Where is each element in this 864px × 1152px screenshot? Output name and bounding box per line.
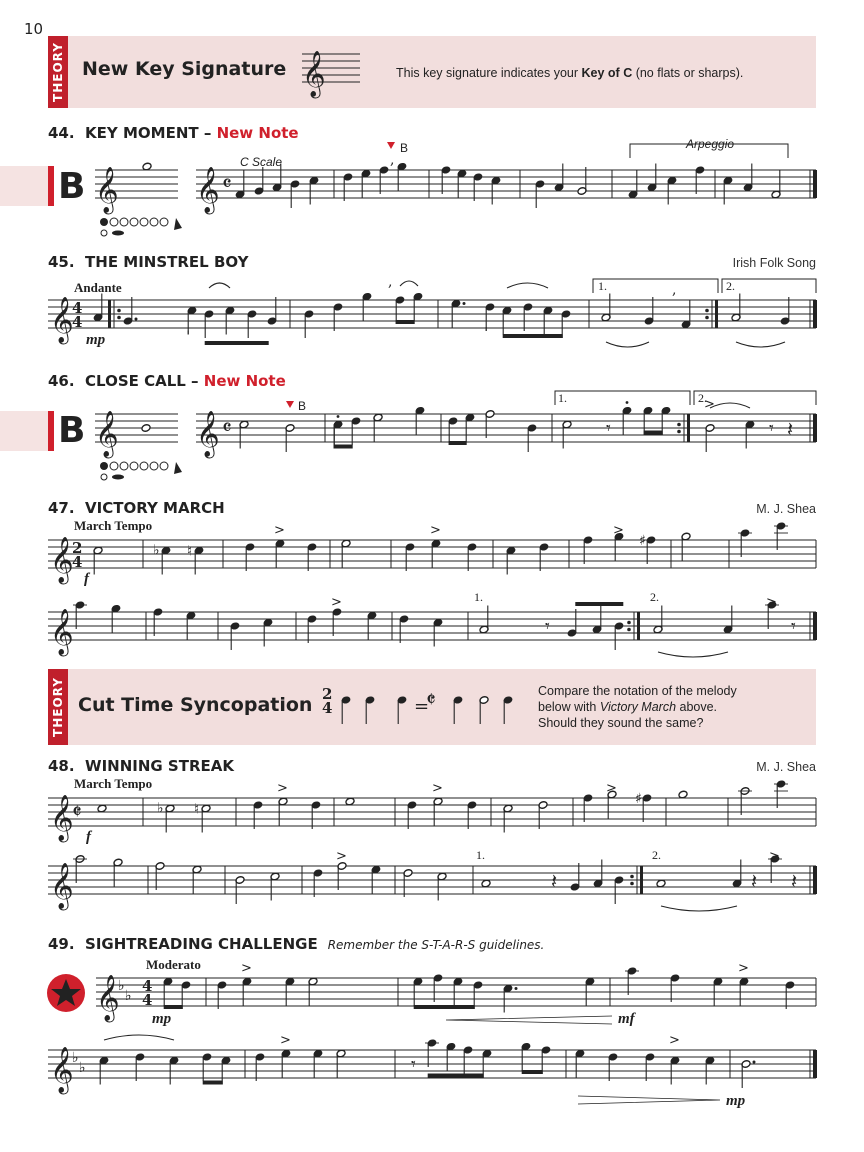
treble-clef-icon: 𝄞 xyxy=(196,167,220,213)
fingering-hole-open xyxy=(110,462,118,470)
accent-mark: > xyxy=(274,523,285,538)
time-signature-bottom: 4 xyxy=(322,699,333,717)
breath-mark: , xyxy=(672,282,677,298)
treble-clef-icon: 𝄞 xyxy=(50,863,74,909)
ending-1-48: 1. xyxy=(476,848,485,862)
note-beam xyxy=(205,341,269,345)
treble-clef-icon: 𝄞 xyxy=(196,411,220,457)
cut-time-icon: 𝄵 xyxy=(426,688,436,713)
exercise-48-heading: 48. WINNING STREAK xyxy=(48,757,234,775)
ending-1-46: 1. xyxy=(558,391,567,405)
staccato-dot xyxy=(626,401,629,404)
final-barline xyxy=(813,170,817,198)
sharp-sign: ♯ xyxy=(639,533,646,549)
slur xyxy=(661,906,737,911)
tempo-48: March Tempo xyxy=(74,776,153,791)
dynamic-49-mf: mf xyxy=(618,1011,635,1027)
repeat-start xyxy=(108,300,111,328)
note-head xyxy=(141,424,151,433)
fingering-hole-open xyxy=(150,462,158,470)
eighth-rest-icon: 𝄾 xyxy=(606,418,611,439)
dynamic-49-mp-end: mp xyxy=(726,1093,746,1109)
breath-mark: , xyxy=(388,274,393,290)
composer-45: Irish Folk Song xyxy=(732,256,816,270)
repeat-end xyxy=(637,612,640,640)
repeat-dot xyxy=(117,309,121,313)
ending-2-48: 2. xyxy=(652,848,661,862)
fingering-key xyxy=(112,231,124,236)
quarter-rest-icon: 𝄽 xyxy=(551,869,558,893)
ending-2-46: 2. xyxy=(698,391,707,405)
repeat-dot xyxy=(677,423,681,427)
note-beam xyxy=(414,1005,475,1009)
staff xyxy=(48,866,816,894)
fingering-hole-open xyxy=(120,462,128,470)
slur xyxy=(507,283,548,288)
repeat-dot xyxy=(627,628,631,632)
note-beam xyxy=(428,1074,484,1078)
slur xyxy=(658,652,728,657)
repeat-end xyxy=(640,866,643,894)
composer-48: M. J. Shea xyxy=(756,760,816,774)
arpeggio-label: Arpeggio xyxy=(686,137,735,151)
final-barline xyxy=(813,612,817,640)
fingering-hole-open xyxy=(150,218,158,226)
exercise-44-heading: 44. KEY MOMENT – New Note xyxy=(48,124,299,142)
repeat-dot xyxy=(117,316,121,320)
staff xyxy=(196,170,816,198)
ending-2-45: 2. xyxy=(726,279,735,293)
fingering-hole-open xyxy=(120,218,128,226)
dynamic-48: f xyxy=(86,829,91,845)
accent-mark: > xyxy=(432,781,443,796)
treble-clef-icon: 𝄞 xyxy=(50,297,74,343)
tempo-47: March Tempo xyxy=(74,518,153,533)
treble-clef-icon: 𝄞 xyxy=(95,167,119,213)
note-beam xyxy=(203,1081,223,1085)
staccato-dot xyxy=(337,415,340,418)
slur xyxy=(104,1035,174,1040)
instrument-tab-bg xyxy=(0,411,48,451)
note-dot xyxy=(463,302,466,305)
new-note-marker-icon xyxy=(387,142,395,149)
repeat-dot xyxy=(677,430,681,434)
theory-text: Compare the notation of the melody below with Victory March above. Should they sound the same? xyxy=(538,684,737,730)
note-head xyxy=(481,879,491,888)
final-barline xyxy=(813,414,817,442)
eighth-rest-icon: 𝄾 xyxy=(411,1054,416,1075)
ending-bracket xyxy=(555,391,690,405)
instrument-letter-46: B xyxy=(58,410,86,451)
note-beam xyxy=(575,602,623,606)
treble-clef-icon: 𝄞 xyxy=(96,975,120,1021)
common-time-icon: 𝄴 xyxy=(222,416,232,441)
repeat-dot xyxy=(705,316,709,320)
instrument-letter-44: B xyxy=(58,166,86,207)
composer-47: M. J. Shea xyxy=(756,502,816,516)
repeat-end xyxy=(715,300,718,328)
accent-mark: > xyxy=(241,961,252,976)
time-signature-bottom: 4 xyxy=(72,553,83,571)
fingering-key xyxy=(112,475,124,480)
treble-clef-icon: 𝄞 xyxy=(50,609,74,655)
new-note-marker-icon xyxy=(286,401,294,408)
note-head xyxy=(678,790,688,799)
fingering-thumb xyxy=(101,474,107,480)
key-flat-e: ♭ xyxy=(125,988,132,1004)
eighth-rest-icon: 𝄾 xyxy=(791,616,796,637)
note-beam xyxy=(522,1070,543,1074)
staff xyxy=(48,300,816,328)
tempo-49: Moderato xyxy=(146,957,201,972)
note-beam xyxy=(188,331,189,335)
breath-mark: , xyxy=(390,152,395,168)
accent-mark: > xyxy=(738,961,749,976)
exercise-45-heading: 45. THE MINSTREL BOY xyxy=(48,253,249,271)
c-scale-label: C Scale xyxy=(240,155,283,169)
quarter-rest-icon: 𝄽 xyxy=(787,417,794,441)
slur xyxy=(606,342,649,347)
time-signature-top: 2 xyxy=(72,539,83,557)
dynamic-49-mp: mp xyxy=(152,1011,172,1027)
eighth-rest-icon: 𝄾 xyxy=(769,418,774,439)
note-beam xyxy=(644,431,663,435)
crescendo-hairpin xyxy=(446,1016,612,1024)
theory-title: New Key Signature xyxy=(82,58,287,80)
sharp-sign: ♯ xyxy=(635,791,642,807)
flat-sign: ♭ xyxy=(153,542,160,559)
staff xyxy=(48,612,816,640)
theory-tab: THEORY xyxy=(48,669,68,745)
time-signature-bottom: 4 xyxy=(72,313,83,331)
fingering-hole-open xyxy=(160,462,168,470)
note-beam xyxy=(396,320,415,324)
ending-bracket xyxy=(722,279,816,293)
key-flat-b: ♭ xyxy=(72,1050,79,1066)
accent-mark: > xyxy=(606,781,617,796)
treble-clef-icon: 𝄞 xyxy=(302,51,326,97)
common-time-icon: 𝄴 xyxy=(222,172,232,197)
note-dot xyxy=(515,987,518,990)
repeat-dot xyxy=(627,621,631,625)
accent-mark: > xyxy=(613,523,624,538)
note-head xyxy=(142,162,152,171)
time-signature-bottom: 4 xyxy=(142,991,153,1009)
accent-mark: > xyxy=(704,397,715,412)
flat-sign: ♭ xyxy=(157,800,164,817)
accent-mark: > xyxy=(766,595,777,610)
accent-mark: > xyxy=(430,523,441,538)
final-barline xyxy=(813,866,817,894)
treble-clef-icon: 𝄞 xyxy=(95,411,119,457)
theory-title: Cut Time Syncopation xyxy=(78,694,313,716)
accent-mark: > xyxy=(336,849,347,864)
ending-2-47: 2. xyxy=(650,590,659,604)
note-beam xyxy=(503,334,563,338)
fingering-hole-open xyxy=(130,462,138,470)
dynamic-45: mp xyxy=(86,332,106,348)
accent-mark: > xyxy=(769,849,780,864)
fingering-hole-open xyxy=(140,218,148,226)
instrument-tab-accent xyxy=(48,166,54,206)
repeat-dot xyxy=(630,875,634,879)
new-note-label-44: B xyxy=(400,141,409,155)
time-signature-top: 4 xyxy=(72,299,83,317)
note-head xyxy=(656,879,666,888)
repeat-dot xyxy=(705,309,709,313)
ending-bracket xyxy=(630,144,788,158)
treble-clef-icon: 𝄞 xyxy=(50,795,74,841)
natural-sign: ♮ xyxy=(194,801,200,818)
fingering-hole-filled xyxy=(100,462,108,470)
treble-clef-icon: 𝄞 xyxy=(50,537,74,583)
dynamic-47: f xyxy=(84,571,89,587)
theory-tab: THEORY xyxy=(48,36,68,108)
note-head xyxy=(97,804,107,813)
exercise-47-heading: 47. VICTORY MARCH xyxy=(48,499,225,517)
fingering-hole-open xyxy=(160,218,168,226)
theory-text: This key signature indicates your Key of C (no flats or sharps). xyxy=(396,66,744,80)
tempo-45: Andante xyxy=(74,280,122,295)
fingering-bell xyxy=(174,462,182,474)
accent-mark: > xyxy=(280,1033,291,1048)
fingering-hole-open xyxy=(140,462,148,470)
final-barline xyxy=(813,300,817,328)
time-signature-top: 2 xyxy=(322,685,333,703)
accent-mark: > xyxy=(331,595,342,610)
note-dot xyxy=(753,1061,756,1064)
slur xyxy=(209,283,230,288)
decrescendo-hairpin xyxy=(578,1096,720,1104)
equals-sign: = xyxy=(414,696,430,717)
key-flat-b: ♭ xyxy=(118,978,125,994)
key-flat-e: ♭ xyxy=(79,1060,86,1076)
note-beam xyxy=(449,441,467,445)
note-head xyxy=(345,797,355,806)
slur xyxy=(710,403,750,408)
final-barline xyxy=(813,1050,817,1078)
accent-mark: > xyxy=(277,781,288,796)
slur xyxy=(400,281,418,286)
slur xyxy=(736,342,785,347)
note-dot xyxy=(135,318,138,321)
repeat-end xyxy=(687,414,690,442)
accent-mark: > xyxy=(669,1033,680,1048)
natural-sign: ♮ xyxy=(187,543,193,560)
fingering-bell xyxy=(174,218,182,230)
time-signature-top: 4 xyxy=(142,977,153,995)
fingering-hole-open xyxy=(110,218,118,226)
ending-bracket xyxy=(593,279,718,293)
treble-clef-icon: 𝄞 xyxy=(50,1047,74,1093)
eighth-rest-icon: 𝄾 xyxy=(545,616,550,637)
fingering-hole-open xyxy=(130,218,138,226)
instrument-tab-accent xyxy=(48,411,54,451)
fingering-thumb xyxy=(101,230,107,236)
ending-1-47: 1. xyxy=(474,590,483,604)
exercise-49-heading: 49. SIGHTREADING CHALLENGE Remember the S-T-A-R-S guidelines. xyxy=(48,935,545,953)
cut-time-icon: 𝄵 xyxy=(72,800,82,825)
exercise-46-heading: 46. CLOSE CALL – New Note xyxy=(48,372,286,390)
quarter-rest-icon: 𝄽 xyxy=(751,869,758,893)
new-note-label-46: B xyxy=(298,399,307,413)
note-beam xyxy=(334,445,353,449)
page-number: 10 xyxy=(24,20,44,38)
ending-1-45: 1. xyxy=(598,279,607,293)
note-beam xyxy=(486,327,487,331)
instrument-tab-bg xyxy=(0,166,48,206)
quarter-rest-icon: 𝄽 xyxy=(791,869,798,893)
note-beam xyxy=(164,1005,183,1009)
fingering-hole-filled xyxy=(100,218,108,226)
repeat-dot xyxy=(630,882,634,886)
